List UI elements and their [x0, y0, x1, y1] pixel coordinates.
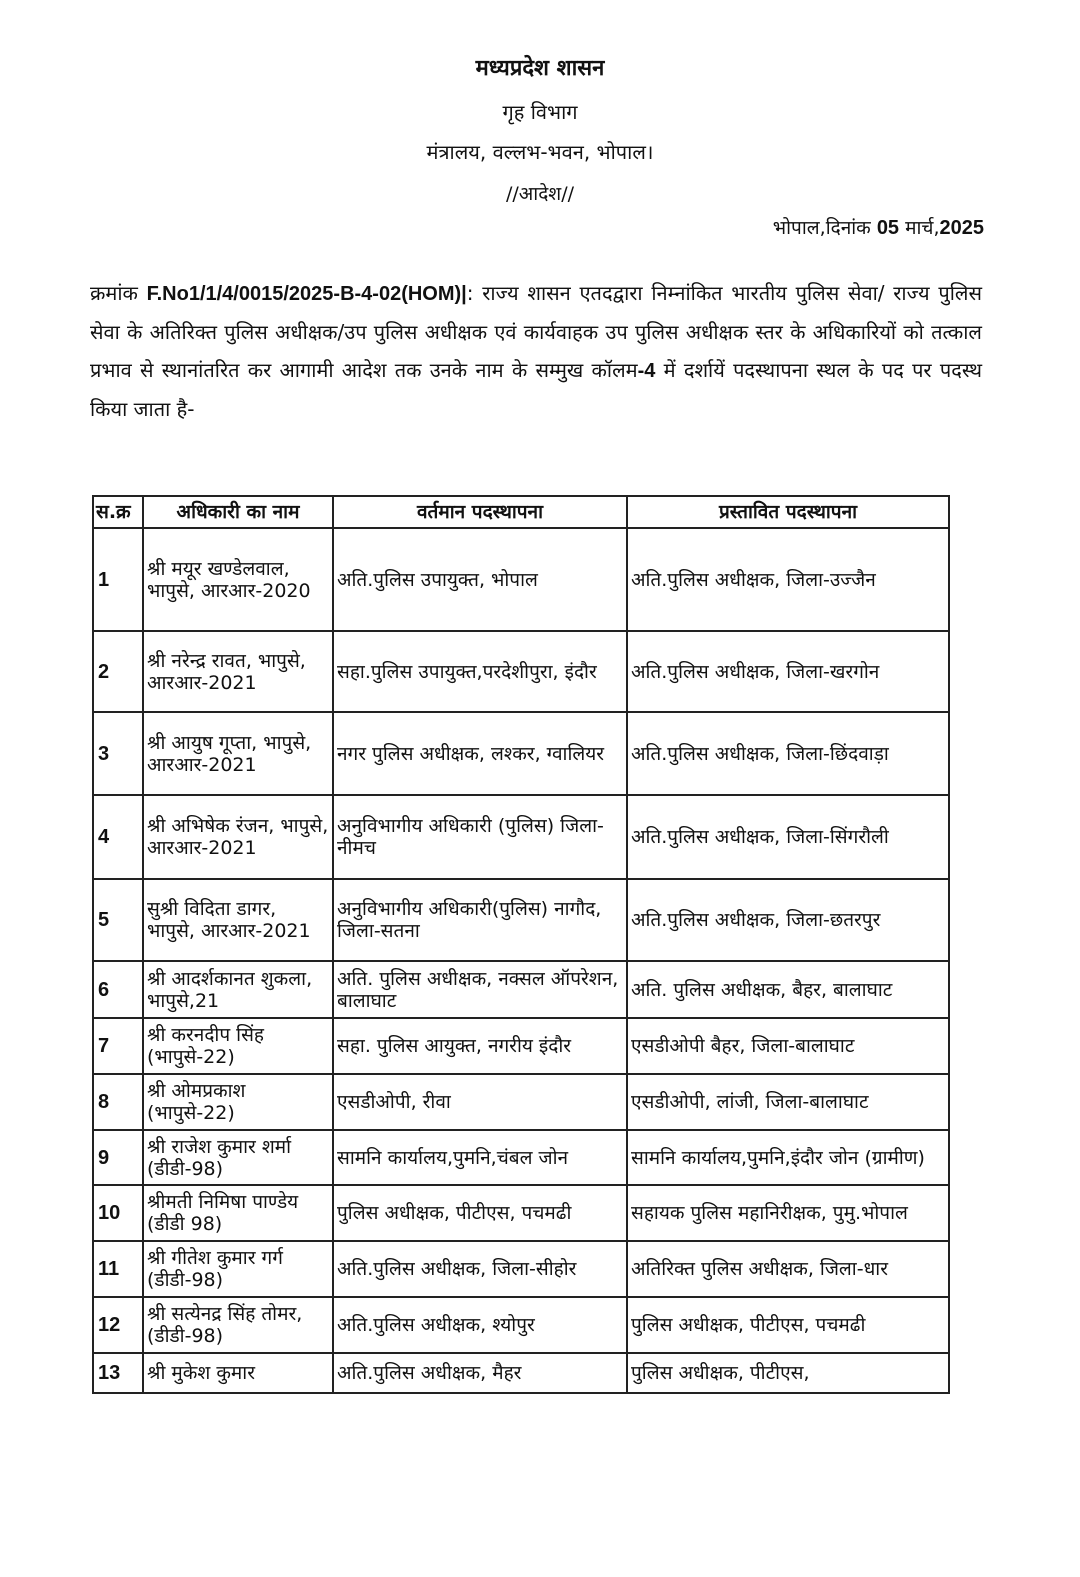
officer-name: श्री सत्येनद्र सिंह तोमर,(डीडी-98) [143, 1297, 333, 1353]
row-serial: 6 [93, 961, 143, 1018]
current-posting: अति.पुलिस अधीक्षक, मैहर [333, 1353, 627, 1393]
current-posting: अनुविभागीय अधिकारी(पुलिस) नागौद, जिला-सतना [333, 879, 627, 961]
officer-name: श्री मुकेश कुमार [143, 1353, 333, 1393]
row-serial: 10 [93, 1185, 143, 1241]
current-posting: अति. पुलिस अधीक्षक, नक्सल ऑपरेशन, बालाघाट [333, 961, 627, 1018]
officer-name: श्री अभिषेक रंजन, भापुसे, आरआर-2021 [143, 795, 333, 879]
current-posting: अनुविभागीय अधिकारी (पुलिस) जिला-नीमच [333, 795, 627, 879]
current-posting: अति.पुलिस अधीक्षक, जिला-सीहोर [333, 1241, 627, 1297]
row-serial: 8 [93, 1074, 143, 1130]
header-serial: स.क्र [93, 496, 143, 528]
row-serial: 9 [93, 1130, 143, 1185]
proposed-posting: सहायक पुलिस महानिरीक्षक, पुमु.भोपाल [627, 1185, 949, 1241]
table-row [93, 1018, 949, 1074]
row-serial: 12 [93, 1297, 143, 1353]
proposed-posting: अति.पुलिस अधीक्षक, जिला-खरगोन [627, 631, 949, 712]
officer-name: श्री नरेन्द्र रावत, भापुसे, आरआर-2021 [143, 631, 333, 712]
table-row [93, 795, 949, 879]
table-row [93, 1074, 949, 1130]
table-row [93, 528, 949, 631]
officer-name: श्री मयूर खण्डेलवाल, भापुसे, आरआर-2020 [143, 528, 333, 631]
table-row [93, 631, 949, 712]
proposed-posting: अति.पुलिस अधीक्षक, जिला-छिंदवाड़ा [627, 712, 949, 795]
header-current-posting: वर्तमान पदस्थापना [333, 496, 627, 528]
order-number: F.No1/1/4/0015/2025-B-4-02(HOM)| [146, 283, 467, 305]
header-officer-name: अधिकारी का नाम [143, 496, 333, 528]
table-row [93, 712, 949, 795]
officer-name: श्री आयुष गूप्ता, भापुसे, आरआर-2021 [143, 712, 333, 795]
government-title: मध्यप्रदेश शासन [475, 56, 605, 81]
header-proposed-posting: प्रस्तावित पदस्थापना [627, 496, 949, 528]
current-posting: नगर पुलिस अधीक्षक, लश्कर, ग्वालियर [333, 712, 627, 795]
proposed-posting: एसडीओपी, लांजी, जिला-बालाघाट [627, 1074, 949, 1130]
table-row [93, 1185, 949, 1241]
row-serial: 7 [93, 1018, 143, 1074]
row-serial: 11 [93, 1241, 143, 1297]
current-posting: सहा.पुलिस उपायुक्त,परदेशीपुरा, इंदौर [333, 631, 627, 712]
proposed-posting: अति.पुलिस अधीक्षक, जिला-सिंगरौली [627, 795, 949, 879]
current-posting: पुलिस अधीक्षक, पीटीएस, पचमढी [333, 1185, 627, 1241]
postings-table [92, 495, 950, 1394]
current-posting: अति.पुलिस उपायुक्त, भोपाल [333, 528, 627, 631]
table-header-row [93, 496, 949, 528]
date-month: मार्च, [905, 217, 940, 239]
proposed-posting: अतिरिक्त पुलिस अधीक्षक, जिला-धार [627, 1241, 949, 1297]
current-posting: सहा. पुलिस आयुक्त, नगरीय इंदौर [333, 1018, 627, 1074]
officer-name: श्री गीतेश कुमार गर्ग (डीडी-98) [143, 1241, 333, 1297]
order-paragraph [90, 274, 982, 428]
table-row [93, 1297, 949, 1353]
row-serial: 5 [93, 879, 143, 961]
current-posting: सामनि कार्यालय,पुमनि,चंबल जोन [333, 1130, 627, 1185]
proposed-posting: अति. पुलिस अधीक्षक, बैहर, बालाघाट [627, 961, 949, 1018]
proposed-posting: एसडीओपी बैहर, जिला-बालाघाट [627, 1018, 949, 1074]
row-serial: 2 [93, 631, 143, 712]
officer-name: श्री ओमप्रकाश (भापुसे-22) [143, 1074, 333, 1130]
current-posting: एसडीओपी, रीवा [333, 1074, 627, 1130]
date-year: 2025 [939, 217, 984, 239]
order-body-2: में दर्शायें पदस्थापना स्थल के पद पर पदस्थ किया जाता है- [90, 358, 982, 421]
row-serial: 3 [93, 712, 143, 795]
officer-name: श्री राजेश कुमार शर्मा (डीडी-98) [143, 1130, 333, 1185]
proposed-posting: अति.पुलिस अधीक्षक, जिला-उज्जैन [627, 528, 949, 631]
table-row [93, 961, 949, 1018]
proposed-posting: अति.पुलिस अधीक्षक, जिला-छतरपुर [627, 879, 949, 961]
row-serial: 13 [93, 1353, 143, 1393]
officer-name: श्री आदर्शकानत शुकला, भापुसे,21 [143, 961, 333, 1018]
dateline-prefix: भोपाल,दिनांक [772, 217, 871, 239]
current-posting: अति.पुलिस अधीक्षक, श्योपुर [333, 1297, 627, 1353]
row-serial: 4 [93, 795, 143, 879]
order-number-prefix: क्रमांक [90, 281, 138, 305]
table-row [93, 879, 949, 961]
column-reference: -4 [637, 360, 656, 382]
officer-name: श्री करनदीप सिंह (भापुसे-22) [143, 1018, 333, 1074]
officer-name: सुश्री विदिता डागर, भापुसे, आरआर-2021 [143, 879, 333, 961]
order-body-1: : राज्य शासन एतदद्वारा निम्नांकित भारतीय पुलिस सेवा/ राज्य पुलिस सेवा के अतिरिक्त पुलिस अधीक्षक/उप पुलिस अधीक्षक एवं कार्यवाहक उप पुलिस अधीक्षक स्तर के अधिकारियों को तत्काल प्रभाव से स्थानांतरित कर आगामी आदेश तक उनके नाम के सम्मुख कॉलम [90, 281, 982, 382]
date-day: 05 [876, 217, 900, 239]
office-address: मंत्रालय, वल्लभ-भवन, भोपाल। [426, 140, 654, 164]
table-row [93, 1241, 949, 1297]
proposed-posting: पुलिस अधीक्षक, पीटीएस, पचमढी [627, 1297, 949, 1353]
proposed-posting: पुलिस अधीक्षक, पीटीएस, [627, 1353, 949, 1393]
department-name: गृह विभाग [502, 100, 578, 124]
officer-name: श्रीमती निमिषा पाण्डेय (डीडी 98) [143, 1185, 333, 1241]
table-row [93, 1130, 949, 1185]
order-title: //आदेश// [505, 183, 575, 205]
row-serial: 1 [93, 528, 143, 631]
dateline [773, 214, 984, 240]
table-row [93, 1353, 949, 1393]
proposed-posting: सामनि कार्यालय,पुमनि,इंदौर जोन (ग्रामीण) [627, 1130, 949, 1185]
